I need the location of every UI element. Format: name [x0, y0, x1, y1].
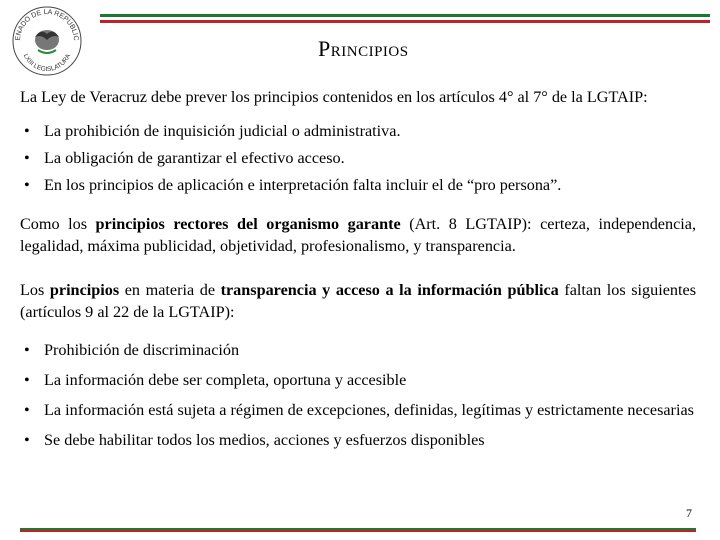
principles-list-1: [20, 120, 696, 196]
text-run: en materia de: [119, 281, 221, 299]
bold-text: principios rectores del organismo garante: [95, 215, 401, 233]
text-run: (Art. 8 LGTAIP): certeza, independencia, legalidad, máxima publicidad, objetividad, profesionalismo, y transparencia.: [20, 215, 696, 255]
rectores-paragraph: [20, 213, 696, 257]
list-item: • La obligación de garantizar el efectivo acceso.: [20, 147, 696, 169]
list-item: • La información está sujeta a régimen de excepciones, definidas, legítimas y estrictamente necesarias: [20, 399, 696, 421]
bold-text: transparencia y acceso a la información pública: [220, 281, 559, 299]
seal-text-bottom: LXIII LEGISLATURA: [21, 52, 73, 74]
transparency-paragraph: [20, 279, 696, 323]
list-item: • La prohibición de inquisición judicial o administrativa.: [20, 120, 696, 142]
page-title: Principios: [318, 36, 409, 61]
list-item: • Prohibición de discriminación: [20, 339, 696, 361]
page-number: 7: [686, 506, 692, 520]
bold-text: principios: [49, 281, 120, 299]
senate-seal-icon: [10, 4, 84, 78]
slide-content: [20, 86, 696, 451]
list-item: • Se debe habilitar todos los medios, acciones y esfuerzos disponibles: [20, 429, 696, 451]
text-run: Como los: [20, 215, 96, 233]
principles-list-2: [20, 339, 696, 451]
seal-text-top: ENADO DE LA REPUBLIC: [14, 8, 80, 41]
list-item: • La información debe ser completa, oportuna y accesible: [20, 369, 696, 391]
intro-paragraph: La Ley de Veracruz debe prever los principios contenidos en los artículos 4° al 7° de la LGTAIP:: [20, 88, 648, 106]
text-run: Los: [20, 281, 50, 299]
tricolor-footer-stripe: [20, 528, 696, 532]
text-run: faltan los siguientes (artículos 9 al 22 de la LGTAIP):: [20, 281, 696, 321]
list-item: • En los principios de aplicación e interpretación falta incluir el de “pro persona”.: [20, 174, 696, 196]
tricolor-header-stripe: [100, 14, 710, 23]
